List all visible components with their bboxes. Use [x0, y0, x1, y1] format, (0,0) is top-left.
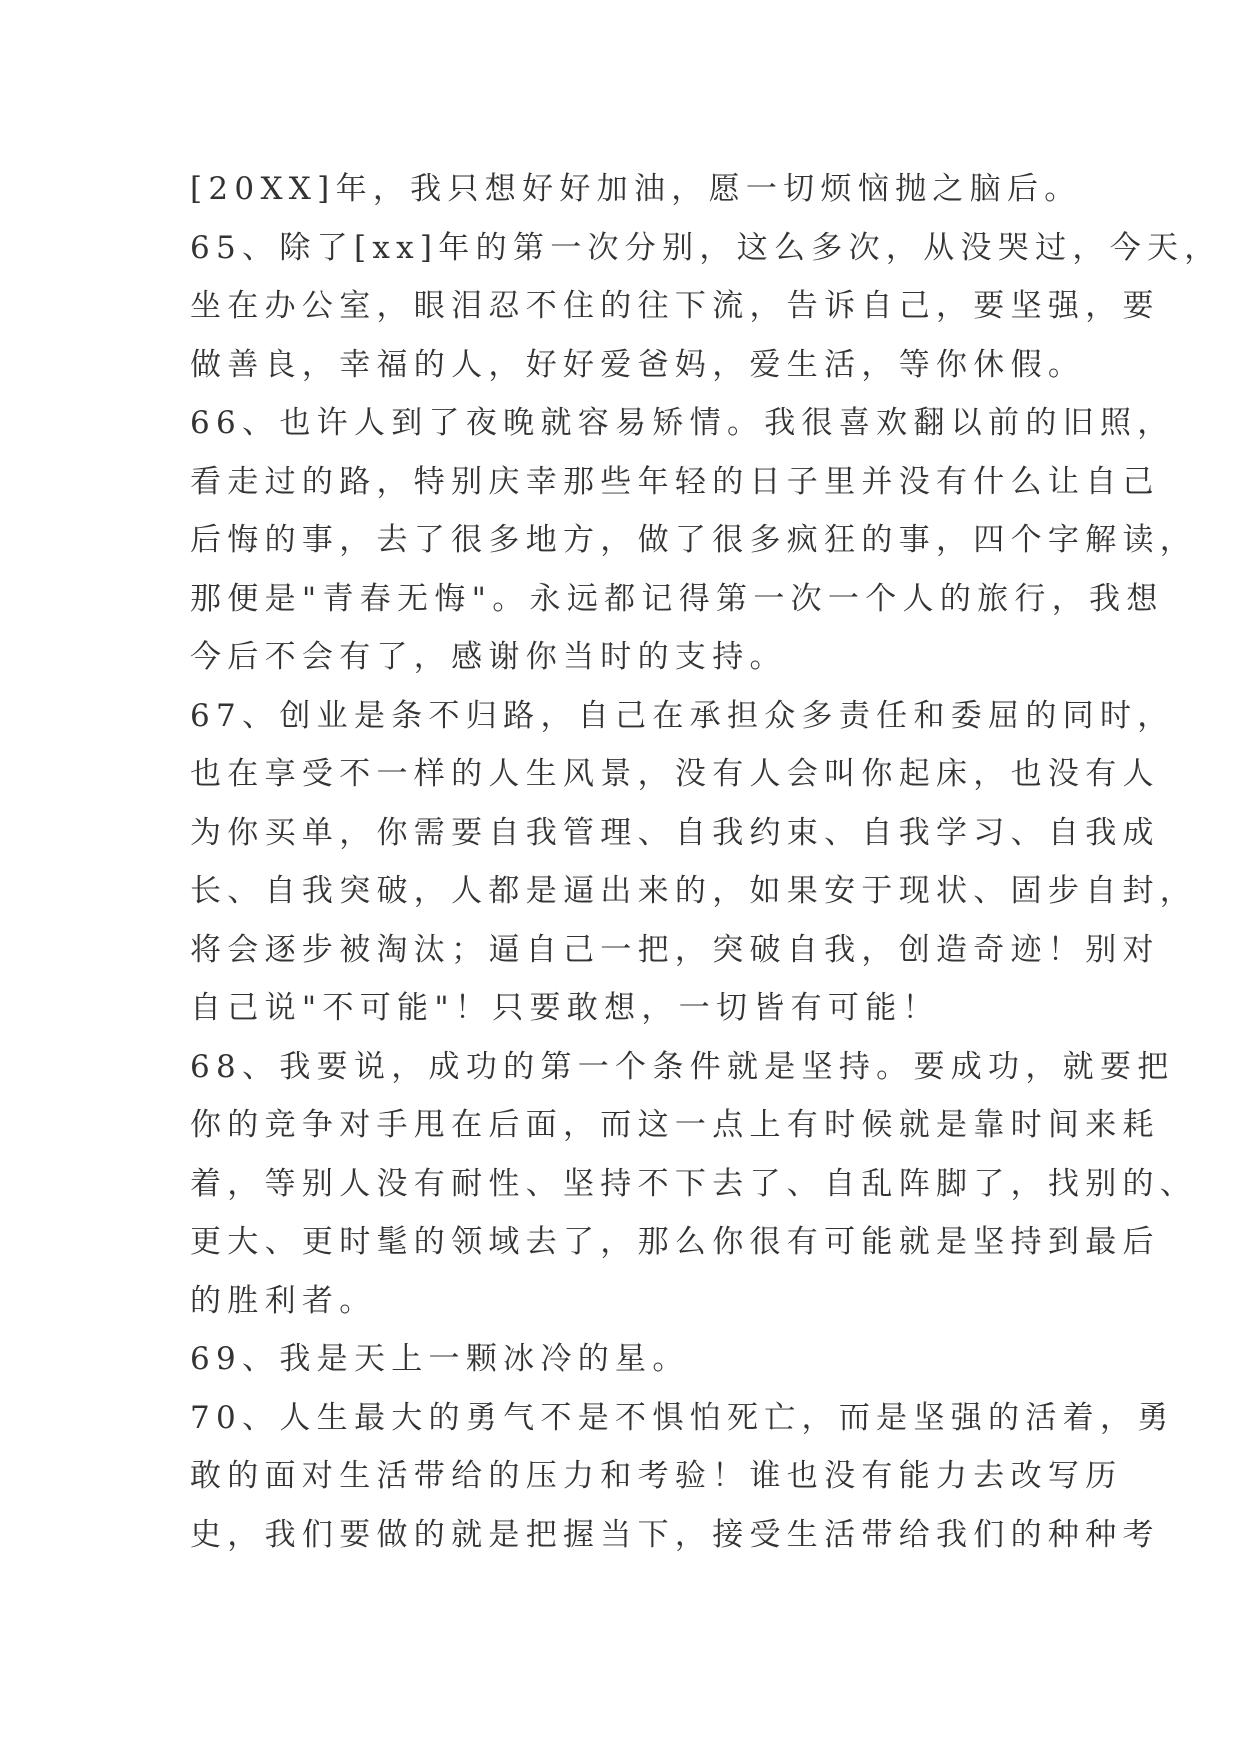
text-line-23: 敢的面对生活带给的压力和考验！谁也没有能力去改写历: [190, 1458, 1123, 1494]
text-line-22: 70、人生最大的勇气不是不惧怕死亡，而是坚强的活着，勇: [190, 1399, 1175, 1436]
text-line-1: [20XX]年，我只想好好加油，愿一切烦恼抛之脑后。: [190, 171, 1082, 207]
text-line-19: 更大、更时髦的领域去了，那么你很有可能就是坚持到最后: [190, 1224, 1160, 1260]
text-line-18: 着，等别人没有耐性、坚持不下去了、自乱阵脚了，找别的、: [190, 1165, 1198, 1202]
text-line-16: 68、我要说，成功的第一个条件就是坚持。要成功，就要把: [190, 1048, 1175, 1085]
text-line-14: 将会逐步被淘汰；逼自己一把，突破自我，创造奇迹！别对: [190, 931, 1160, 968]
text-line-17: 你的竞争对手甩在后面，而这一点上有时候就是靠时间来耗: [190, 1107, 1160, 1143]
text-line-11: 也在享受不一样的人生风景，没有人会叫你起床，也没有人: [190, 756, 1160, 792]
text-line-8: 那便是"青春无悔"。永远都记得第一次一个人的旅行，我想: [190, 580, 1164, 617]
text-line-6: 看走过的路，特别庆幸那些年轻的日子里并没有什么让自己: [190, 463, 1160, 500]
text-line-20: 的胜利者。: [190, 1282, 377, 1319]
text-line-7: 后悔的事，去了很多地方，做了很多疯狂的事，四个字解读，: [190, 522, 1198, 558]
text-line-5: 66、也许人到了夜晚就容易矫情。我很喜欢翻以前的旧照，: [190, 405, 1175, 441]
text-line-2: 65、除了[xx]年的第一次分别，这么多次，从没哭过，今天，: [190, 229, 1222, 266]
text-line-10: 67、创业是条不归路，自己在承担众多责任和委屈的同时，: [190, 697, 1175, 734]
text-line-3: 坐在办公室，眼泪忍不住的往下流，告诉自己，要坚强，要: [190, 288, 1160, 324]
text-line-13: 长、自我突破，人都是逼出来的，如果安于现状、固步自封，: [190, 873, 1198, 909]
text-line-12: 为你买单，你需要自我管理、自我约束、自我学习、自我成: [190, 814, 1160, 851]
document-body: [190, 160, 1222, 1564]
text-line-24: 史，我们要做的就是把握当下，接受生活带给我们的种种考: [190, 1516, 1160, 1553]
text-line-9: 今后不会有了，感谢你当时的支持。: [190, 639, 787, 675]
text-line-4: 做善良，幸福的人，好好爱爸妈，爱生活，等你休假。: [190, 346, 1086, 383]
text-line-21: 69、我是天上一颗冰冷的星。: [190, 1341, 690, 1377]
text-line-15: 自己说"不可能"！只要敢想，一切皆有可能！: [190, 990, 940, 1026]
